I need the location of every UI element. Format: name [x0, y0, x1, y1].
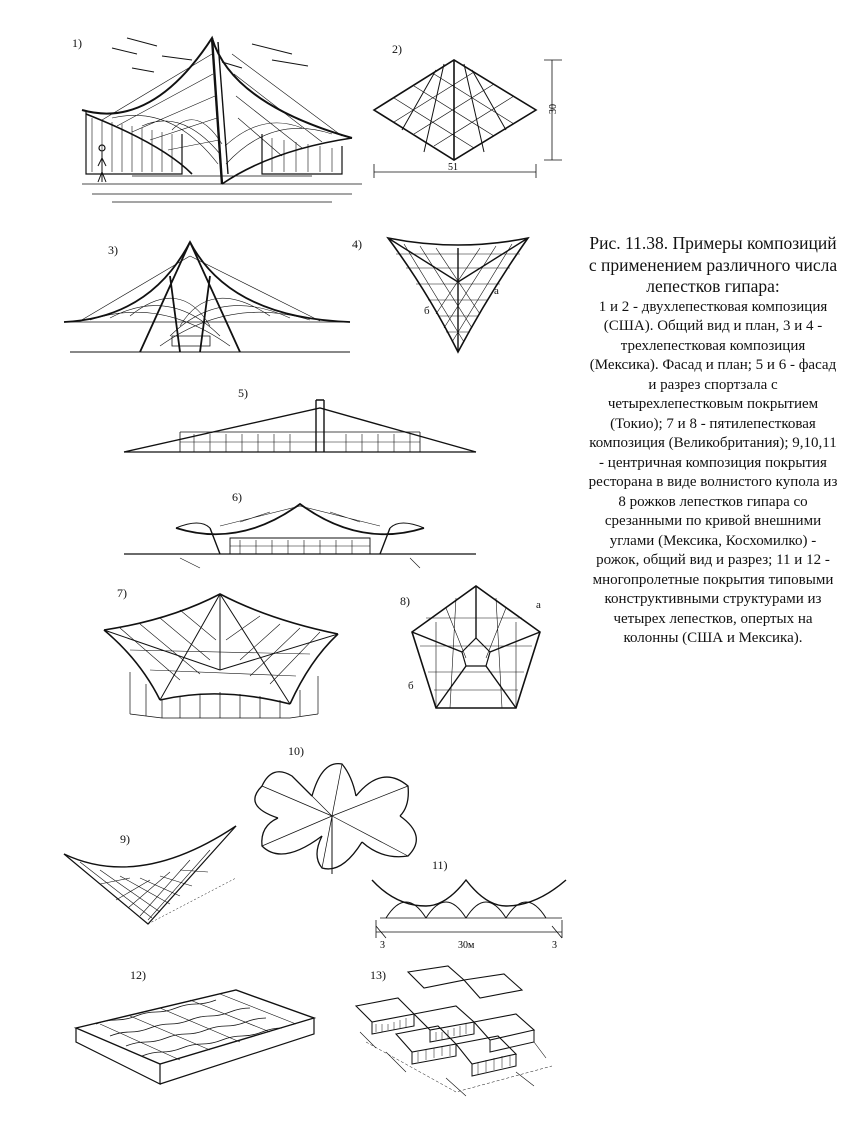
figure-7-perspective — [100, 590, 344, 722]
figure-1-perspective — [72, 34, 372, 206]
figure-6-label: 6) — [232, 490, 242, 504]
figure-13-perspective — [346, 962, 566, 1102]
figure-1-label: 1) — [72, 36, 82, 50]
figure-8-plan — [406, 582, 546, 714]
figure-12-perspective — [70, 984, 320, 1104]
figure-3-label: 3) — [108, 243, 118, 257]
caption-title: Рис. 11.38. Примеры композиций с применением различного числа лепестков гипара: — [588, 233, 838, 296]
figure-caption — [588, 233, 838, 649]
figure-9-element — [60, 820, 250, 930]
figure-2-dim-51: 51 — [448, 162, 458, 173]
figure-4-letter-a: а — [494, 285, 499, 297]
figure-11-dim-3a: 3 — [380, 940, 385, 951]
figure-7-label: 7) — [117, 586, 127, 600]
figure-4-letter-b: б — [424, 305, 430, 317]
figure-11-section — [366, 866, 576, 956]
figure-6-section — [120, 498, 480, 574]
figure-10-perspective — [232, 756, 432, 876]
figure-13-label: 13) — [370, 968, 386, 982]
figure-3-facade — [60, 236, 360, 356]
figure-2-plan — [366, 40, 566, 180]
figure-5-facade — [120, 396, 480, 466]
figure-11-dim-30m: 30м — [458, 940, 475, 951]
figure-8-label: 8) — [400, 594, 410, 608]
figure-11-dim-3b: 3 — [552, 940, 557, 951]
figure-2-dim-30: 30 — [548, 104, 559, 114]
caption-body: 1 и 2 - двухлепестковая композиция (США). Общий вид и план, 3 и 4 - трехлепестковая композиция (Мексика). Фасад и план; 5 и 6 - фасад и разрез спортзала с четырехлепестковым покрытием (Токио); 7 и 8 - пятилепестковая композиция (Великобритания); 9,10,11 - центричная композиция покрытия ресторана в виде волнистого купола из 8 рожков лепестков гипара со срезанными по кривой внешними углами (Мексика, Косхомилко) - рожок, общий вид и разрез; 11 и 12 - многопролетные покрытия типовыми конструктивными структурами из четырех лепестков, опертых на колонны (США и Мексика). — [588, 298, 838, 646]
figure-9-label: 9) — [120, 832, 130, 846]
figure-10-label: 10) — [288, 744, 304, 758]
figure-4-label: 4) — [352, 237, 362, 251]
figure-12-label: 12) — [130, 968, 146, 982]
figure-8-letter-b: б — [408, 680, 414, 692]
figure-4-plan — [384, 232, 534, 356]
figure-2-label: 2) — [392, 42, 402, 56]
figure-8-letter-a: а — [536, 599, 541, 611]
figure-5-label: 5) — [238, 386, 248, 400]
figure-11-label: 11) — [432, 858, 448, 872]
